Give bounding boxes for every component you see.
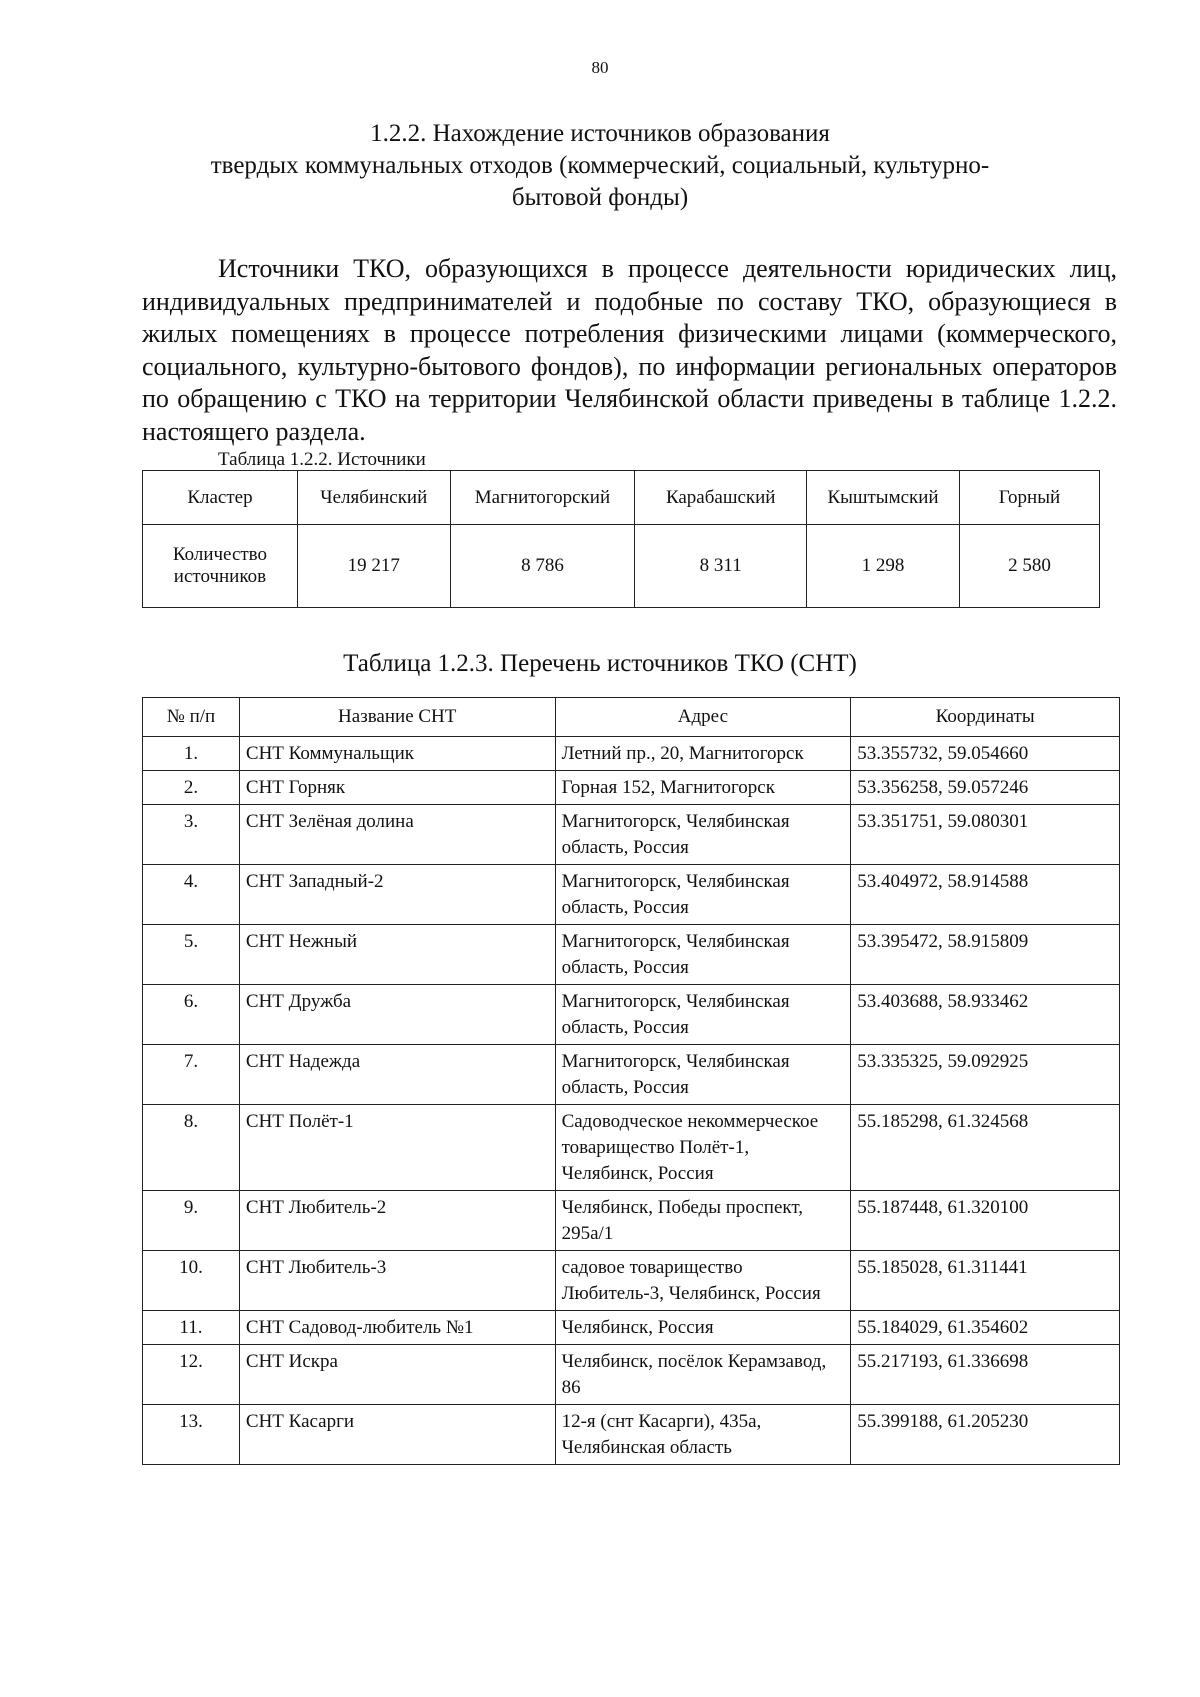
table-row (143, 1105, 1120, 1191)
table-row (143, 1191, 1120, 1251)
coordinates-cell: 53.395472, 58.915809 (851, 925, 1120, 985)
table-row (143, 1045, 1120, 1105)
body-paragraph (142, 253, 1117, 448)
header-cell: Координаты (851, 698, 1120, 737)
header-cell: Челябинский (297, 471, 450, 525)
coordinates-cell: 53.335325, 59.092925 (851, 1045, 1120, 1105)
table-header-row (143, 471, 1100, 525)
snt-name-cell: СНТ Нежный (239, 925, 555, 985)
address-cell: Челябинск, Победы проспект, 295а/1 (555, 1191, 851, 1251)
address-cell: Магнитогорск, Челябинская область, Россия (555, 1045, 851, 1105)
value-cell: 8 311 (635, 525, 807, 608)
header-cell: Кластер (143, 471, 298, 525)
address-cell: Садоводческое некоммерческое товарищество Полёт-1, Челябинск, Россия (555, 1105, 851, 1191)
value-cell: 8 786 (450, 525, 635, 608)
coordinates-cell: 55.185298, 61.324568 (851, 1105, 1120, 1191)
coordinates-cell: 55.184029, 61.354602 (851, 1311, 1120, 1345)
address-cell: 12-я (снт Касарги), 435а, Челябинская область (555, 1405, 851, 1465)
heading-line-1: 1.2.2. Нахождение источников образования (370, 120, 830, 147)
row-number-cell: 8. (143, 1105, 240, 1191)
table2-title: Таблица 1.2.3. Перечень источников ТКО (СНТ) (343, 650, 857, 677)
row-label-line: Количество (172, 544, 268, 565)
row-number-cell: 10. (143, 1251, 240, 1311)
table-row (143, 1311, 1120, 1345)
header-cell: Адрес (555, 698, 851, 737)
sources-by-cluster-table (142, 470, 1100, 608)
row-number-cell: 13. (143, 1405, 240, 1465)
value-cell: 2 580 (959, 525, 1099, 608)
snt-name-cell: СНТ Любитель-3 (239, 1251, 555, 1311)
snt-name-cell: СНТ Искра (239, 1345, 555, 1405)
table-header-row (143, 698, 1120, 737)
table-row (143, 985, 1120, 1045)
row-number-cell: 12. (143, 1345, 240, 1405)
heading-line-3: бытовой фонды) (511, 184, 689, 211)
table-row (143, 925, 1120, 985)
address-cell: садовое товарищество Любитель-3, Челябинск, Россия (555, 1251, 851, 1311)
header-cell: Магнитогорский (450, 471, 635, 525)
row-number-cell: 1. (143, 737, 240, 771)
row-number-cell: 4. (143, 865, 240, 925)
row-number-cell: 3. (143, 805, 240, 865)
snt-name-cell: СНТ Горняк (239, 771, 555, 805)
snt-name-cell: СНТ Надежда (239, 1045, 555, 1105)
coordinates-cell: 55.399188, 61.205230 (851, 1405, 1120, 1465)
coordinates-cell: 53.355732, 59.054660 (851, 737, 1120, 771)
address-cell: Магнитогорск, Челябинская область, Россия (555, 925, 851, 985)
address-cell: Магнитогорск, Челябинская область, Россия (555, 805, 851, 865)
coordinates-cell: 55.187448, 61.320100 (851, 1191, 1120, 1251)
row-label-line: источников (173, 566, 267, 587)
address-cell: Челябинск, посёлок Керамзавод, 86 (555, 1345, 851, 1405)
coordinates-cell: 55.185028, 61.311441 (851, 1251, 1120, 1311)
snt-sources-table (142, 697, 1120, 1465)
snt-name-cell: СНТ Западный-2 (239, 865, 555, 925)
address-cell: Челябинск, Россия (555, 1311, 851, 1345)
page-number: 80 (591, 58, 609, 77)
address-cell: Магнитогорск, Челябинская область, Россия (555, 865, 851, 925)
row-number-cell: 5. (143, 925, 240, 985)
table-row (143, 737, 1120, 771)
coordinates-cell: 53.356258, 59.057246 (851, 771, 1120, 805)
address-cell: Магнитогорск, Челябинская область, Россия (555, 985, 851, 1045)
snt-name-cell: СНТ Любитель-2 (239, 1191, 555, 1251)
address-cell: Горная 152, Магнитогорск (555, 771, 851, 805)
table-row (143, 525, 1100, 608)
header-cell: Горный (959, 471, 1099, 525)
snt-name-cell: СНТ Полёт-1 (239, 1105, 555, 1191)
row-label-cell (143, 525, 298, 608)
table1-caption: Таблица 1.2.2. Источники (218, 449, 426, 470)
header-cell: Название СНТ (239, 698, 555, 737)
coordinates-cell: 53.404972, 58.914588 (851, 865, 1120, 925)
row-number-cell: 11. (143, 1311, 240, 1345)
coordinates-cell: 53.403688, 58.933462 (851, 985, 1120, 1045)
table-row (143, 1251, 1120, 1311)
value-cell: 1 298 (807, 525, 960, 608)
section-heading (150, 118, 1050, 214)
table-row (143, 805, 1120, 865)
table-row (143, 865, 1120, 925)
heading-line-2: твердых коммунальных отходов (коммерческий, социальный, культурно- (210, 152, 990, 179)
snt-name-cell: СНТ Касарги (239, 1405, 555, 1465)
paragraph-text: Источники ТКО, образующихся в процессе деятельности юридических лиц, индивидуальных предпринимателей и подобные по составу ТКО, образующиеся в жилых помещениях в процессе потребления физическими лицами (коммерческого, социального, культурно-бытового фондов), по информации региональных операторов по обращению с ТКО на территории Челябинской области приведены в таблице 1.2.2. настоящего раздела. (142, 254, 1117, 446)
header-cell: № п/п (143, 698, 240, 737)
row-number-cell: 6. (143, 985, 240, 1045)
table-row (143, 1345, 1120, 1405)
snt-name-cell: СНТ Дружба (239, 985, 555, 1045)
header-cell: Кыштымский (807, 471, 960, 525)
coordinates-cell: 53.351751, 59.080301 (851, 805, 1120, 865)
row-number-cell: 2. (143, 771, 240, 805)
table-row (143, 771, 1120, 805)
row-number-cell: 9. (143, 1191, 240, 1251)
snt-name-cell: СНТ Зелёная долина (239, 805, 555, 865)
row-number-cell: 7. (143, 1045, 240, 1105)
snt-name-cell: СНТ Садовод-любитель №1 (239, 1311, 555, 1345)
value-cell: 19 217 (297, 525, 450, 608)
snt-name-cell: СНТ Коммунальщик (239, 737, 555, 771)
header-cell: Карабашский (635, 471, 807, 525)
table-row (143, 1405, 1120, 1465)
coordinates-cell: 55.217193, 61.336698 (851, 1345, 1120, 1405)
address-cell: Летний пр., 20, Магнитогорск (555, 737, 851, 771)
